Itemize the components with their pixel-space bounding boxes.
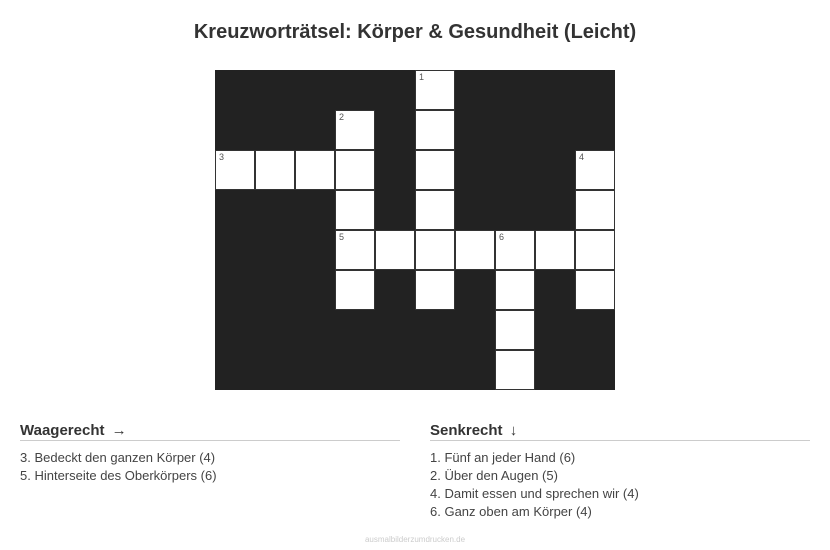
across-clues (20, 422, 400, 485)
down-clues (430, 422, 810, 521)
footer-watermark: ausmalbilderzumdrucken.de (364, 535, 466, 544)
crossword-cell[interactable] (375, 230, 415, 270)
crossword-cell[interactable] (575, 190, 615, 230)
puzzle-title: Kreuzworträtsel: Körper & Gesundheit (Leicht) (193, 21, 637, 43)
down-clue-4: 4. Damit essen und sprechen wir (4) (430, 486, 639, 501)
down-clue-2: 2. Über den Augen (5) (430, 468, 558, 483)
down-arrow-icon: ↓ (509, 422, 518, 439)
across-heading (20, 422, 400, 441)
across-heading-label: Waagerecht (20, 422, 105, 439)
crossword-cell[interactable] (415, 70, 455, 110)
crossword-cell[interactable] (335, 190, 375, 230)
clue-number: 2 (339, 112, 345, 122)
down-heading (430, 422, 810, 441)
crossword-cell[interactable] (295, 150, 335, 190)
crossword-cell[interactable] (415, 190, 455, 230)
crossword-cell[interactable] (415, 110, 455, 150)
crossword-cell[interactable] (335, 270, 375, 310)
clue-number: 1 (419, 72, 425, 82)
crossword-cell[interactable] (455, 230, 495, 270)
crossword-cell[interactable] (575, 150, 615, 190)
crossword-cell[interactable] (415, 230, 455, 270)
clue-number: 5 (339, 232, 345, 242)
clue-number: 6 (499, 232, 505, 242)
crossword-cell[interactable] (495, 230, 535, 270)
across-clue-5: 5. Hinterseite des Oberkörpers (6) (20, 468, 217, 483)
crossword-cell[interactable] (255, 150, 295, 190)
down-clue-6: 6. Ganz oben am Körper (4) (430, 504, 592, 519)
crossword-grid (215, 70, 615, 390)
clue-number: 3 (219, 152, 225, 162)
crossword-cell[interactable] (495, 350, 535, 390)
crossword-cell[interactable] (535, 230, 575, 270)
down-clue-1: 1. Fünf an jeder Hand (6) (430, 450, 576, 465)
crossword-cell[interactable] (335, 110, 375, 150)
crossword-cell[interactable] (415, 270, 455, 310)
crossword-cell[interactable] (575, 230, 615, 270)
clue-number: 4 (579, 152, 585, 162)
right-arrow-icon: → (111, 422, 127, 439)
crossword-cell[interactable] (495, 310, 535, 350)
crossword-cell[interactable] (575, 270, 615, 310)
crossword-cell[interactable] (415, 150, 455, 190)
across-clue-3: 3. Bedeckt den ganzen Körper (4) (20, 450, 216, 465)
down-heading-label: Senkrecht (430, 422, 503, 439)
crossword-cell[interactable] (495, 270, 535, 310)
crossword-cell[interactable] (215, 150, 255, 190)
crossword-cell[interactable] (335, 150, 375, 190)
crossword-cell[interactable] (335, 230, 375, 270)
